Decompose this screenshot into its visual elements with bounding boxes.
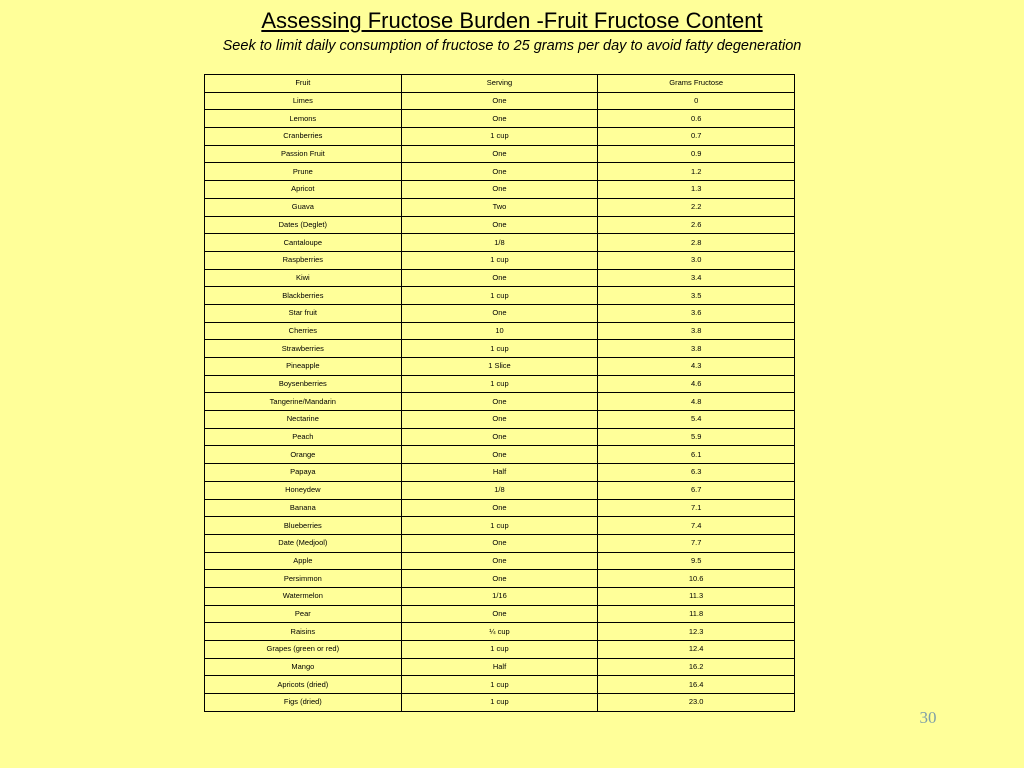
serving-cell: One	[401, 304, 598, 322]
grams-fructose-cell: 9.5	[598, 552, 795, 570]
grams-fructose-cell: 7.4	[598, 517, 795, 535]
serving-cell: One	[401, 552, 598, 570]
serving-cell: 1 Slice	[401, 358, 598, 376]
serving-cell: One	[401, 216, 598, 234]
serving-cell: 1 cup	[401, 375, 598, 393]
table-row	[205, 587, 795, 605]
grams-fructose-cell: 16.4	[598, 676, 795, 694]
column-header-grams-fructose: Grams Fructose	[598, 75, 795, 93]
grams-fructose-cell: 16.2	[598, 658, 795, 676]
serving-cell: One	[401, 110, 598, 128]
slide-subtitle: Seek to limit daily consumption of fructose to 25 grams per day to avoid fatty degeneration	[222, 38, 802, 54]
serving-cell: Two	[401, 198, 598, 216]
fruit-cell: Lemons	[205, 110, 402, 128]
table-row	[205, 499, 795, 517]
table-row	[205, 694, 795, 712]
grams-fructose-cell: 1.2	[598, 163, 795, 181]
grams-fructose-cell: 7.7	[598, 534, 795, 552]
slide-title: Assessing Fructose Burden -Fruit Fructose Content	[261, 8, 763, 33]
fruit-cell: Blueberries	[205, 517, 402, 535]
fruit-cell: Cherries	[205, 322, 402, 340]
serving-cell: One	[401, 499, 598, 517]
serving-cell: 10	[401, 322, 598, 340]
fruit-cell: Apple	[205, 552, 402, 570]
fruit-cell: Blackberries	[205, 287, 402, 305]
fruit-cell: Star fruit	[205, 304, 402, 322]
serving-cell: One	[401, 605, 598, 623]
table-row	[205, 269, 795, 287]
table-row	[205, 676, 795, 694]
serving-cell: Half	[401, 658, 598, 676]
fruit-cell: Grapes (green or red)	[205, 641, 402, 659]
table-row	[205, 375, 795, 393]
grams-fructose-cell: 4.3	[598, 358, 795, 376]
grams-fructose-cell: 23.0	[598, 694, 795, 712]
grams-fructose-cell: 3.4	[598, 269, 795, 287]
grams-fructose-cell: 5.4	[598, 411, 795, 429]
serving-cell: 1 cup	[401, 694, 598, 712]
fruit-cell: Orange	[205, 446, 402, 464]
table-row	[205, 145, 795, 163]
table-row	[205, 534, 795, 552]
grams-fructose-cell: 3.5	[598, 287, 795, 305]
serving-cell: One	[401, 411, 598, 429]
serving-cell: 1 cup	[401, 641, 598, 659]
fruit-cell: Cantaloupe	[205, 234, 402, 252]
serving-cell: One	[401, 393, 598, 411]
serving-cell: One	[401, 446, 598, 464]
fruit-cell: Apricots (dried)	[205, 676, 402, 694]
serving-cell: ¼ cup	[401, 623, 598, 641]
table-row	[205, 641, 795, 659]
serving-cell: 1/16	[401, 587, 598, 605]
serving-cell: 1/8	[401, 481, 598, 499]
fruit-cell: Figs (dried)	[205, 694, 402, 712]
table-row	[205, 181, 795, 199]
page-number: 30	[919, 708, 937, 727]
grams-fructose-cell: 0.7	[598, 128, 795, 146]
serving-cell: One	[401, 570, 598, 588]
fruit-cell: Prune	[205, 163, 402, 181]
fruit-cell: Passion Fruit	[205, 145, 402, 163]
grams-fructose-cell: 3.8	[598, 340, 795, 358]
serving-cell: 1 cup	[401, 517, 598, 535]
fruit-cell: Guava	[205, 198, 402, 216]
fruit-cell: Tangerine/Mandarin	[205, 393, 402, 411]
serving-cell: 1 cup	[401, 340, 598, 358]
grams-fructose-cell: 12.4	[598, 641, 795, 659]
fruit-cell: Limes	[205, 92, 402, 110]
grams-fructose-cell: 5.9	[598, 428, 795, 446]
grams-fructose-cell: 0	[598, 92, 795, 110]
column-header-serving: Serving	[401, 75, 598, 93]
table-row	[205, 340, 795, 358]
serving-cell: One	[401, 163, 598, 181]
grams-fructose-cell: 2.6	[598, 216, 795, 234]
table-row	[205, 411, 795, 429]
grams-fructose-cell: 2.8	[598, 234, 795, 252]
grams-fructose-cell: 11.8	[598, 605, 795, 623]
table-row	[205, 163, 795, 181]
grams-fructose-cell: 3.0	[598, 251, 795, 269]
serving-cell: One	[401, 145, 598, 163]
fruit-cell: Kiwi	[205, 269, 402, 287]
fruit-cell: Boysenberries	[205, 375, 402, 393]
table-row	[205, 605, 795, 623]
table-row	[205, 464, 795, 482]
fruit-cell: Pineapple	[205, 358, 402, 376]
fruit-cell: Honeydew	[205, 481, 402, 499]
serving-cell: One	[401, 92, 598, 110]
grams-fructose-cell: 6.1	[598, 446, 795, 464]
grams-fructose-cell: 11.3	[598, 587, 795, 605]
serving-cell: 1 cup	[401, 287, 598, 305]
fruit-cell: Dates (Deglet)	[205, 216, 402, 234]
fruit-cell: Strawberries	[205, 340, 402, 358]
fruit-cell: Peach	[205, 428, 402, 446]
column-header-fruit: Fruit	[205, 75, 402, 93]
table-row	[205, 322, 795, 340]
grams-fructose-cell: 4.8	[598, 393, 795, 411]
grams-fructose-cell: 2.2	[598, 198, 795, 216]
serving-cell: Half	[401, 464, 598, 482]
fruit-cell: Nectarine	[205, 411, 402, 429]
table-row	[205, 216, 795, 234]
fruit-cell: Banana	[205, 499, 402, 517]
table-row	[205, 304, 795, 322]
table-row	[205, 234, 795, 252]
fruit-cell: Persimmon	[205, 570, 402, 588]
table-row	[205, 552, 795, 570]
table-row	[205, 658, 795, 676]
serving-cell: One	[401, 534, 598, 552]
table-row	[205, 570, 795, 588]
grams-fructose-cell: 6.3	[598, 464, 795, 482]
fructose-table	[204, 74, 795, 712]
serving-cell: 1 cup	[401, 128, 598, 146]
grams-fructose-cell: 12.3	[598, 623, 795, 641]
grams-fructose-cell: 6.7	[598, 481, 795, 499]
fruit-cell: Date (Medjool)	[205, 534, 402, 552]
fruit-cell: Raisins	[205, 623, 402, 641]
grams-fructose-cell: 4.6	[598, 375, 795, 393]
table-row	[205, 446, 795, 464]
table-row	[205, 110, 795, 128]
table-row	[205, 92, 795, 110]
grams-fructose-cell: 7.1	[598, 499, 795, 517]
fruit-cell: Raspberries	[205, 251, 402, 269]
table-row	[205, 251, 795, 269]
serving-cell: 1 cup	[401, 251, 598, 269]
table-header-row	[205, 75, 795, 93]
serving-cell: One	[401, 269, 598, 287]
grams-fructose-cell: 3.6	[598, 304, 795, 322]
fruit-cell: Pear	[205, 605, 402, 623]
fruit-cell: Apricot	[205, 181, 402, 199]
fruit-cell: Papaya	[205, 464, 402, 482]
table-row	[205, 198, 795, 216]
fruit-cell: Mango	[205, 658, 402, 676]
table-row	[205, 481, 795, 499]
serving-cell: One	[401, 181, 598, 199]
table-row	[205, 428, 795, 446]
fruit-cell: Cranberries	[205, 128, 402, 146]
table-row	[205, 623, 795, 641]
grams-fructose-cell: 3.8	[598, 322, 795, 340]
table-row	[205, 287, 795, 305]
table-row	[205, 393, 795, 411]
serving-cell: One	[401, 428, 598, 446]
grams-fructose-cell: 0.9	[598, 145, 795, 163]
fruit-cell: Watermelon	[205, 587, 402, 605]
table-body	[205, 92, 795, 711]
table-row	[205, 128, 795, 146]
serving-cell: 1 cup	[401, 676, 598, 694]
table-row	[205, 517, 795, 535]
grams-fructose-cell: 0.6	[598, 110, 795, 128]
serving-cell: 1/8	[401, 234, 598, 252]
grams-fructose-cell: 10.6	[598, 570, 795, 588]
grams-fructose-cell: 1.3	[598, 181, 795, 199]
table-row	[205, 358, 795, 376]
